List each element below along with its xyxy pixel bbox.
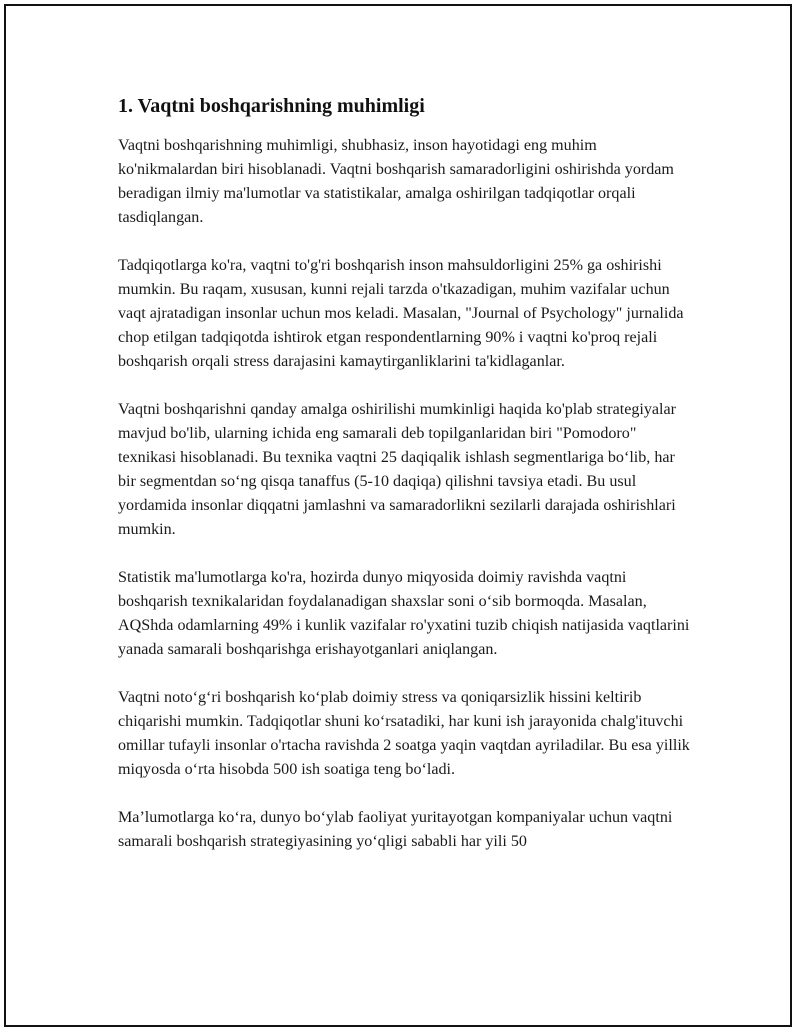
section-heading: 1. Vaqtni boshqarishning muhimligi [118, 95, 425, 117]
paragraph-1: Vaqtni boshqarishning muhimligi, shubhasiz, inson hayotidagi eng muhim ko'nikmalardan biri hisoblanadi. Vaqtni boshqarish samaradorligini oshirishda yordam beradigan ilmiy ma'lumotlar va statistikalar, amalga oshirilgan tadqiqotlar orqali tasdiqlangan. [118, 137, 674, 226]
document-body [118, 92, 693, 878]
paragraph-2: Tadqiqotlarga ko'ra, vaqtni to'g'ri boshqarish inson mahsuldorligini 25% ga oshirishi mumkin. Bu raqam, xususan, kunni rejali tarzda o'tkazadigan, muhim vazifalar uchun vaqt ajratadigan insonlar uchun mos keladi. Masalan, "Journal of Psychology" jurnalida chop etilgan tadqiqotda ishtirok etgan respondentlarning 90% i vaqtni ko'proq rejali boshqarish orqali stress darajasini kamaytirganliklarini ta'kidlaganlar. [118, 257, 684, 370]
paragraph-5: Vaqtni noto‘g‘ri boshqarish ko‘plab doimiy stress va qoniqarsizlik hissini keltirib chiqarishi mumkin. Tadqiqotlar shuni ko‘rsatadiki, har kuni ish jarayonida chalg'ituvchi omillar tufayli insonlar o'rtacha ravishda 2 soatga yaqin vaqtdan ayriladilar. Bu esa yillik miqyosda o‘rta hisobda 500 ish soatiga teng bo‘ladi. [118, 689, 690, 778]
paragraph-3: Vaqtni boshqarishni qanday amalga oshirilishi mumkinligi haqida ko'plab strategiyalar mavjud bo'lib, ularning ichida eng samarali deb topilganlaridan biri "Pomodoro" texnikasi hisoblanadi. Bu texnika vaqtni 25 daqiqalik ishlash segmentlariga bo‘lib, har bir segmentdan so‘ng qisqa tanaffus (5-10 daqiqa) qilishni tavsiya etadi. Bu usul yordamida insonlar diqqatni jamlashni va samaradorlikni sezilarli darajada oshirishlari mumkin. [118, 401, 677, 538]
paragraph-4: Statistik ma'lumotlarga ko'ra, hozirda dunyo miqyosida doimiy ravishda vaqtni boshqarish texnikalaridan foydalanadigan shaxslar soni o‘sib bormoqda. Masalan, AQShda odamlarning 49% i kunlik vazifalar ro'yxatini tuzib chiqish natijasida vaqtlarini yanada samarali boshqarishga erishayotganlari aniqlangan. [118, 569, 690, 658]
paragraph-6: Ma’lumotlarga ko‘ra, dunyo bo‘ylab faoliyat yuritayotgan kompaniyalar uchun vaqtni samarali boshqarish strategiyasining yo‘qligi sababli har yili 50 [118, 809, 673, 850]
